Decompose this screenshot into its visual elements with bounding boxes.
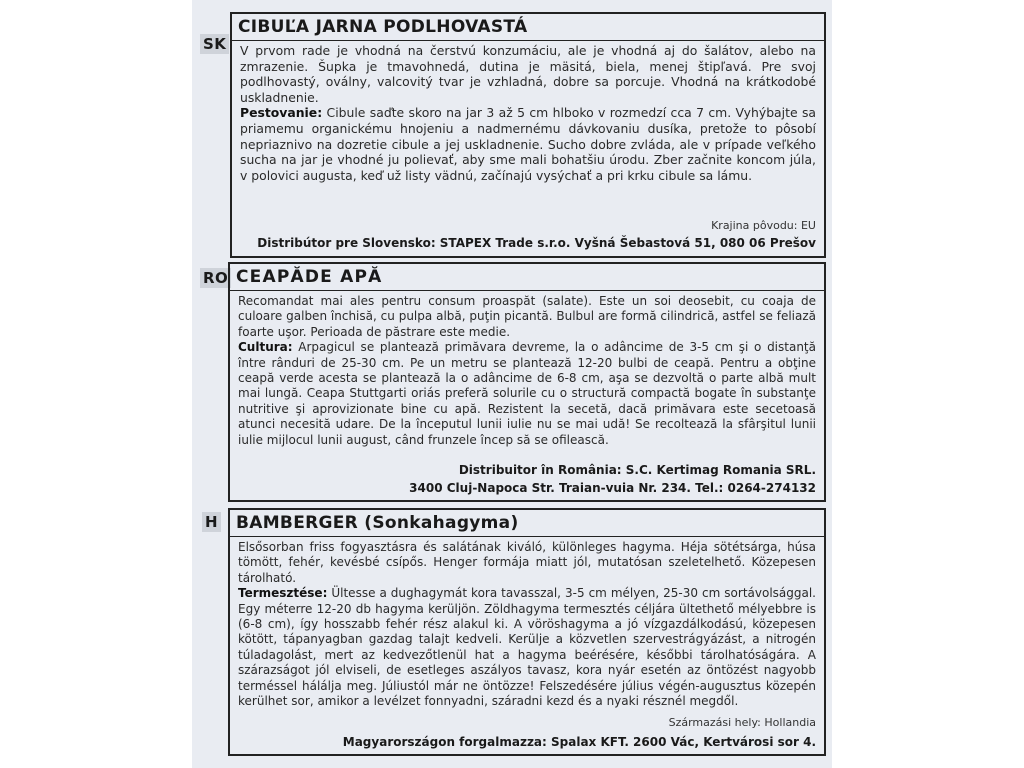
- title-row-ro: [230, 264, 824, 291]
- cultivation-label-sk: Pestovanie:: [240, 105, 323, 121]
- cultivation-ro: [238, 340, 816, 448]
- section-hu: [192, 508, 832, 766]
- text-box-sk: [230, 12, 826, 258]
- distributor-ro-line1: Distribuitor în România: S.C. Kertimag Romania SRL.: [458, 463, 816, 477]
- cultivation-label-ro: Cultura:: [238, 340, 293, 355]
- intro-hu: Elsősorban friss fogyasztásra és salátának kiváló, különleges hagyma. Héja sötétsárga, húsa tömött, fehér, kevésbé csípős. Henger formája miatt jól, mutatósan szeletelhető. Közepesen tárolható.: [238, 540, 816, 585]
- cultivation-text-ro: Arpagicul se plantează primăvara devreme, la o adâncime de 3-5 cm şi o distanţă între rânduri de 25-30 cm. Pe un metru se plantează 12-20 bulbi de ceapă. Pentru a obţine ceapă verde acesta se plantează la o adâncime de 6-8 cm, aşa se dezvoltă o parte albă mult mai lungă. Ceapa Stuttgarti oriás preferă solurile cu o structură compactă bogate în substanţe nutritive şi aprovizionate bine cu apă. Rezistent la secetă, dacă primăvara este secetoasă atunci necesită udare. De la începutul lunii iulie nu se mai udă! Se recoltează la sfârşitul lunii iulie mijlocul lunii august, când frunzele încep să se ofilească.: [238, 340, 816, 447]
- intro-ro: Recomandat mai ales pentru consum proaspăt (salate). Este un soi deosebit, cu coaja de culoare galben închisă, cu pulpa albă, puţin picantă. Bulbul are formă cilindrică, astfel se feliază foarte uşor. Perioada de păstrare este medie.: [238, 294, 816, 339]
- text-box-hu: [228, 508, 826, 756]
- text-box-ro: [228, 262, 826, 502]
- origin-hu: Származási hely: Hollandia: [668, 716, 816, 729]
- distributor-ro-line2: 3400 Cluj-Napoca Str. Traian-vuia Nr. 234. Tel.: 0264-274132: [409, 481, 816, 495]
- cultivation-label-hu: Termesztése:: [238, 586, 328, 601]
- cultivation-text-hu: Ültesse a dughagymát kora tavasszal, 3-5 cm mélyen, 25-30 cm sortávolsággal. Egy méterre 12-20 db hagyma kerüljön. Zöldhagyma termesztés céljára ültethető mélyebbre is (6-8 cm), így hosszabb fehér rész alakul ki. A vöröshagyma a jó vízgazdálkodású, közepesen kötött, tápanyagban gazdag talajt kedveli. Kerülje a közvetlen szervestrágyázást, a nitrogén túladagolást, mert az kedvezőtlenül hat a hagyma beérésére, későbbi tárolhatóságára. A szárazságot jól elviseli, de esetleges aszályos tavasz, kora nyár esetén az öntözést nagyobb terméssel hálálja meg. Júliustól már ne öntözze! Felszedésére július végén-augusztus közepén kerülhet sor, amikor a levélzet fonnyadni, száradni kezd és a nyaki résznél megdől.: [238, 586, 816, 709]
- section-title-hu: BAMBERGER (Sonkahagyma): [236, 513, 519, 533]
- language-tag-sk: SK: [200, 34, 229, 54]
- section-sk: [192, 0, 832, 262]
- body-sk: [240, 43, 816, 183]
- section-title-sk: CIBUĽA JARNA PODLHOVASTÁ: [238, 17, 528, 37]
- language-tag-ro: RO: [200, 268, 231, 288]
- cultivation-text-sk: Cibule saďte skoro na jar 3 až 5 cm hlboko v rozmedzí cca 7 cm. Vyhýbajte sa priamemu organickému hnojeniu a nadmernému dávkovaniu dusíka, pretože to pôsobí nepriaznivo na dozretie cibule a jej uskladnenie. Sucho dobre zvláda, ale v prípade veľkého sucha na jar je vhodné ju polievať, aby sme mali bohatšiu úrodu. Zber začnite koncom júla, v polovici augusta, keď už listy vädnú, začínajú vysýchať a pri krku cibule sa lámu.: [240, 105, 816, 183]
- cultivation-hu: [238, 586, 816, 709]
- language-tag-hu: H: [202, 512, 221, 532]
- seed-packet-back: [192, 0, 832, 768]
- section-title-ro: CEAPĂDE APĂ: [236, 267, 383, 287]
- distributor-hu: Magyarországon forgalmazza: Spalax KFT. 2600 Vác, Kertvárosi sor 4.: [342, 735, 816, 749]
- section-ro: [192, 262, 832, 508]
- distributor-sk: Distribútor pre Slovensko: STAPEX Trade s.r.o. Vyšná Šebastová 51, 080 06 Prešov: [257, 236, 816, 250]
- title-row-sk: [232, 14, 824, 41]
- intro-sk: V prvom rade je vhodná na čerstvú konzumáciu, ale je vhodná aj do šalátov, alebo na zmrazenie. Šupka je tmavohnedá, dutina je mäsitá, biela, menej štipľavá. Pre svoj podlhovastý, oválny, valcovitý tvar je vzhladná, dobre sa porcuje. Vhodná na krátkodobé uskladnenie.: [240, 43, 816, 105]
- body-ro: [238, 294, 816, 448]
- title-row-hu: [230, 510, 824, 537]
- body-hu: [238, 540, 816, 709]
- cultivation-sk: [240, 105, 816, 183]
- origin-sk: Krajina pôvodu: EU: [711, 219, 816, 232]
